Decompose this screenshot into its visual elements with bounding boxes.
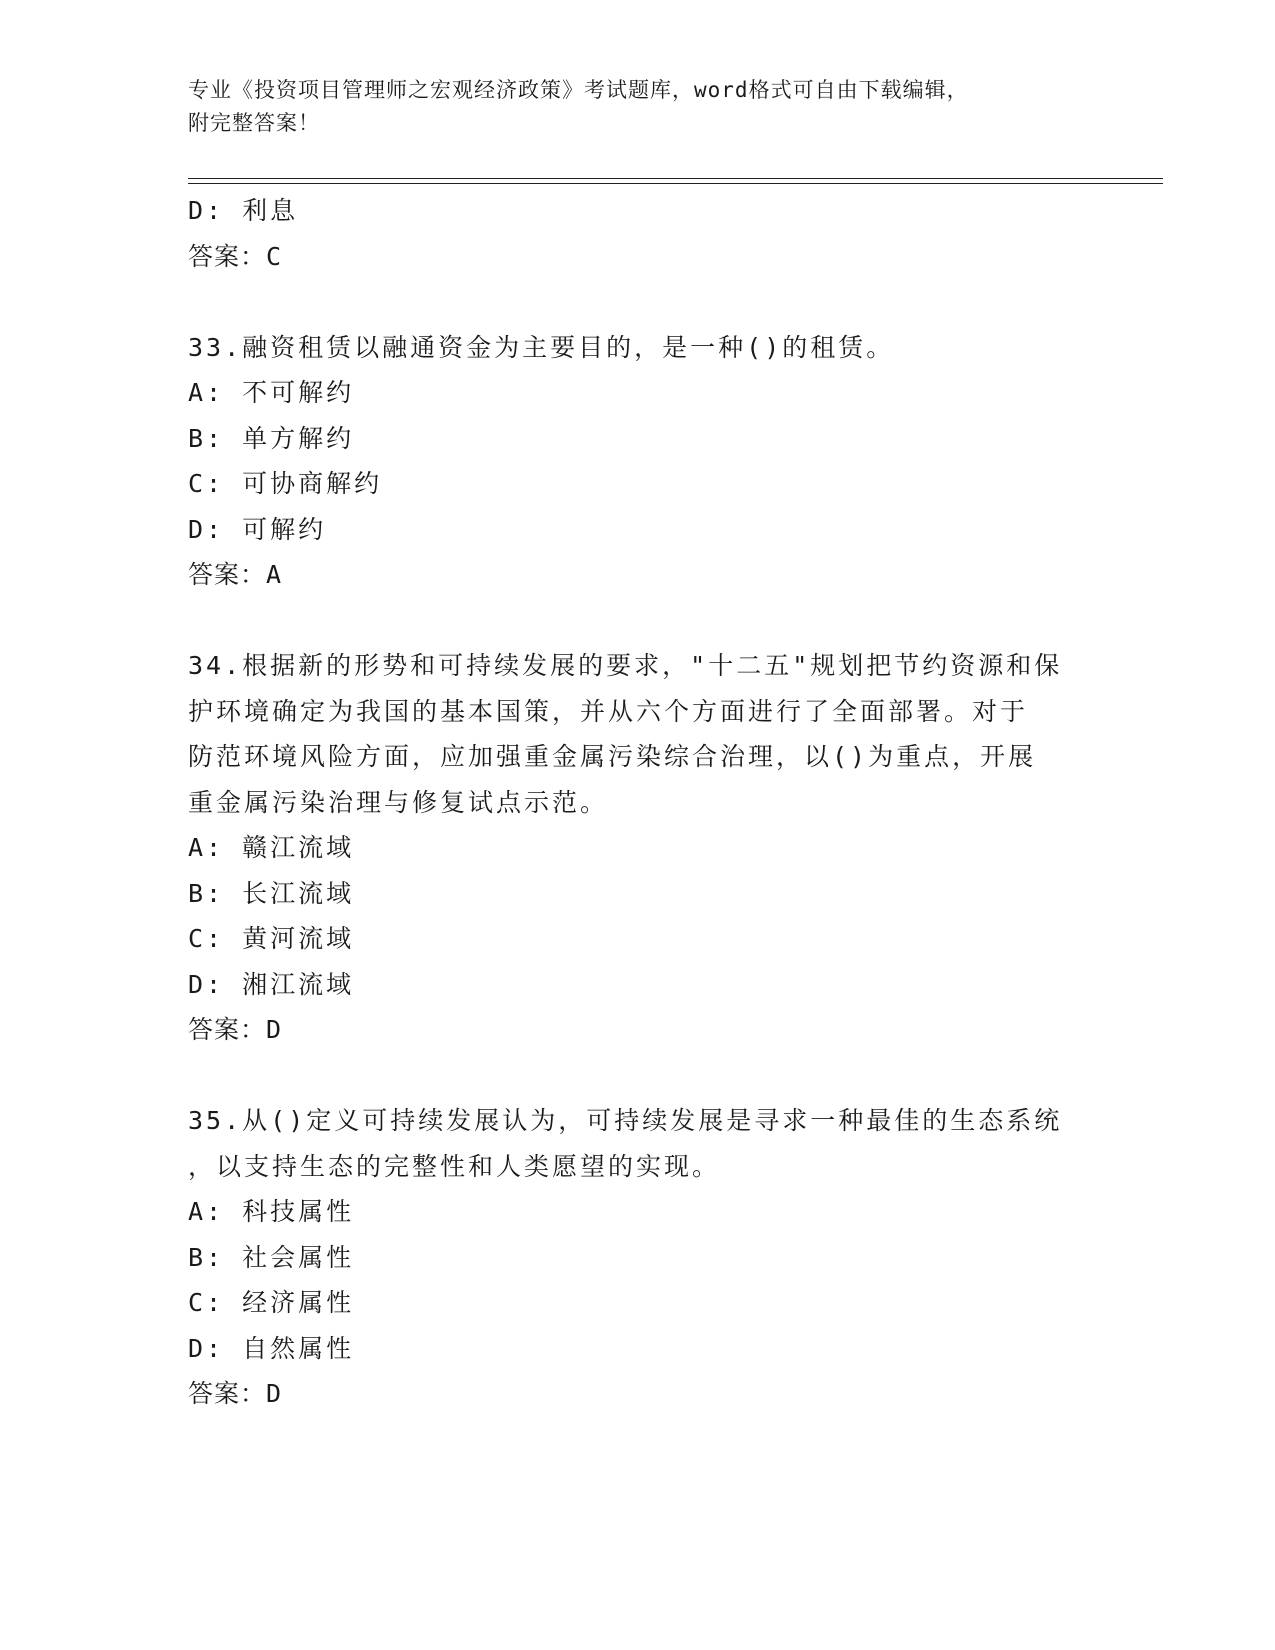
question-stem: 35.从()定义可持续发展认为，可持续发展是寻求一种最佳的生态系统: [188, 1106, 1063, 1135]
option-b: B: 社会属性: [188, 1242, 355, 1272]
question-list: [188, 188, 1088, 1417]
option-c: C: 可协商解约: [188, 469, 383, 498]
option-b: B: 长江流域: [188, 878, 355, 908]
header-line-2: 附完整答案！: [188, 111, 320, 135]
option-a: A: 不可解约: [188, 378, 355, 407]
answer-value: D: [266, 1015, 283, 1044]
option-a: A: 赣江流域: [188, 833, 355, 862]
answer-label: 答案：: [188, 241, 267, 271]
answer-value: D: [266, 1379, 283, 1408]
question-34: [188, 643, 1088, 1053]
option-b: B: 单方解约: [188, 423, 355, 453]
answer-label: 答案：: [188, 1015, 267, 1044]
header-divider: [188, 178, 1163, 184]
option-d: D: 利息: [188, 196, 299, 225]
answer-line: [188, 234, 1088, 280]
question-stem: 重金属污染治理与修复试点示范。: [188, 787, 609, 817]
question-stem: 护环境确定为我国的基本国策，并从六个方面进行了全面部署。对于: [188, 696, 1029, 726]
answer-line: [188, 1371, 1088, 1417]
answer-line: [188, 1007, 1088, 1053]
option-a: A: 科技属性: [188, 1197, 355, 1226]
option-d: D: 可解约: [188, 514, 327, 544]
answer-line: [188, 552, 1088, 598]
header-line-1: 专业《投资项目管理师之宏观经济政策》考试题库，word格式可自由下载编辑，: [188, 78, 969, 102]
question-35: [188, 1098, 1088, 1417]
option-d: D: 自然属性: [188, 1333, 355, 1363]
option-c: C: 经济属性: [188, 1288, 355, 1317]
question-stem: 34.根据新的形势和可持续发展的要求，"十二五"规划把节约资源和保: [188, 651, 1063, 680]
question-stem: ，以支持生态的完整性和人类愿望的实现。: [188, 1151, 721, 1181]
document-header: [188, 74, 1048, 140]
question-33: [188, 325, 1088, 598]
question-stem: 防范环境风险方面，应加强重金属污染综合治理，以()为重点，开展: [188, 742, 1037, 771]
answer-value: C: [266, 241, 283, 271]
answer-label: 答案：: [188, 560, 267, 589]
question-stem: 33.融资租赁以融通资金为主要目的，是一种()的租赁。: [188, 332, 895, 362]
option-c: C: 黄河流域: [188, 924, 355, 953]
answer-value: A: [266, 560, 283, 589]
answer-label: 答案：: [188, 1379, 267, 1408]
option-d: D: 湘江流域: [188, 969, 355, 999]
